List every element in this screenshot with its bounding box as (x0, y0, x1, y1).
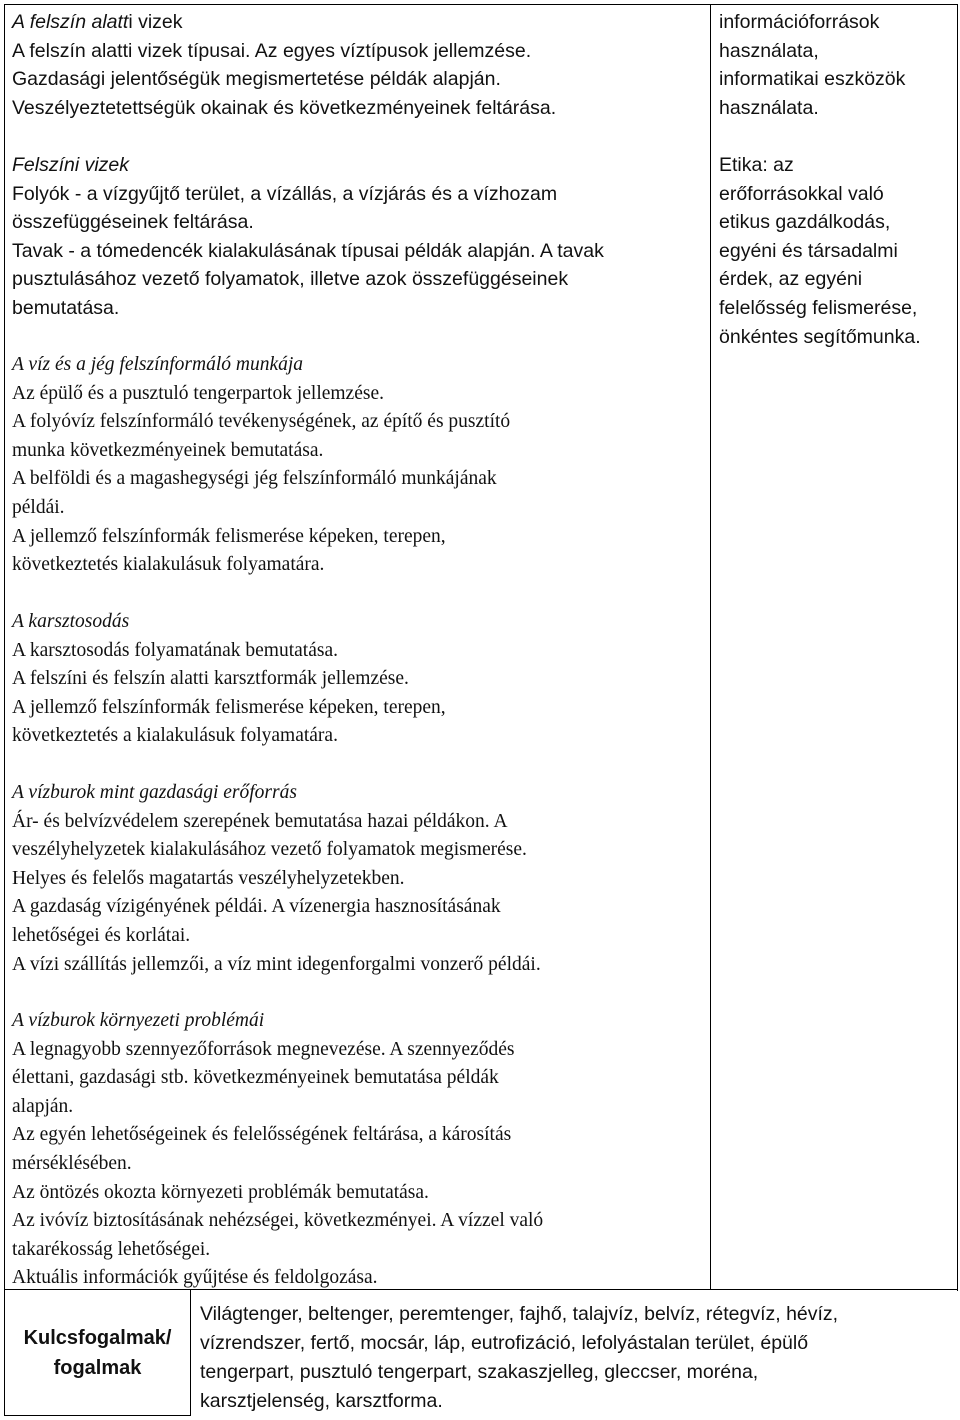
keywords-label-line: Kulcsfogalmak/ (23, 1327, 172, 1349)
section-line: Gazdasági jelentőségük megismertetése példák alapján. (12, 68, 501, 91)
section-line: példái. (12, 496, 65, 518)
section-line: lehetőségei és korlátai. (12, 924, 191, 946)
side-line: egyéni és társadalmi (719, 239, 898, 262)
side-line: etikus gazdálkodás, (719, 211, 891, 234)
section-line: A jellemző felszínformák felismerése képeken, terepen, (12, 525, 446, 547)
section-line: A karsztosodás folyamatának bemutatása. (12, 639, 338, 661)
side-column (711, 4, 958, 1289)
section-line: Ár- és belvízvédelem szerepének bemutatása hazai példákon. A (12, 810, 508, 832)
section-line: A felszín alatti vizek típusai. Az egyes víztípusok jellemzése. (12, 39, 532, 62)
side-line: információforrások (719, 11, 880, 33)
side-line: használata. (719, 96, 819, 119)
section-line: munka következményeinek bemutatása. (12, 439, 324, 461)
section-line: élettani, gazdasági stb. következményeinek bemutatása példák (12, 1067, 499, 1089)
side-line: önkéntes segítőmunka. (719, 325, 921, 348)
side-line: Etika: az (719, 154, 794, 176)
section-title: A víz és a jég felszínformáló munkája (12, 354, 304, 375)
section-water-ice-erosion (12, 351, 510, 580)
section-line: Folyók - a vízgyűjtő terület, a vízállás, a vízjárás és a vízhozam (12, 182, 558, 205)
section-line: következtetés kialakulásuk folyamatára. (12, 554, 325, 576)
section-title: A vízburok környezeti problémái (12, 1010, 265, 1031)
section-underground-water (12, 8, 556, 122)
section-karst (12, 608, 446, 751)
title-normal-part: i vizek (128, 11, 183, 33)
content-column (4, 4, 710, 1289)
side-line: erőforrásokkal való (719, 182, 884, 205)
section-line: Veszélyeztetettségük okainak és következményeinek feltárása. (12, 96, 557, 119)
section-line: A jellemző felszínformák felismerése képeken, terepen, (12, 696, 446, 718)
section-line: alapján. (12, 1095, 74, 1117)
section-title: A vízburok mint gazdasági erőforrás (12, 782, 297, 803)
section-line: A felszíni és felszín alatti karsztformák jellemzése. (12, 668, 409, 690)
section-line: takarékosság lehetőségei. (12, 1238, 211, 1260)
keywords-line: vízrendszer, fertő, mocsár, láp, eutrofizáció, lefolyástalan terület, épülő (200, 1332, 809, 1354)
keywords-line: Világtenger, beltenger, peremtenger, fajhő, talajvíz, belvíz, rétegvíz, hévíz, (200, 1303, 839, 1325)
section-title (12, 8, 556, 37)
title-italic-part: A felszín alatt (12, 11, 129, 33)
section-line: összefüggéseinek feltárása. (12, 211, 254, 234)
section-economic-resource (12, 779, 541, 979)
side-block-information (719, 8, 905, 122)
section-line: A legnagyobb szennyezőforrások megnevezése. A szennyeződés (12, 1038, 515, 1060)
keywords-label (4, 1290, 191, 1416)
section-surface-water (12, 151, 604, 323)
side-line: használata, (719, 39, 819, 62)
section-line: Az ivóvíz biztosításának nehézségei, következményei. A vízzel való (12, 1210, 544, 1232)
section-line: A folyóvíz felszínformáló tevékenységének, az építő és pusztító (12, 411, 511, 433)
section-line: veszélyhelyzetek kialakulásához vezető folyamatok megismerése. (12, 839, 527, 861)
side-line: felelősség felismerése, (719, 296, 918, 319)
side-line: érdek, az egyéni (719, 268, 863, 291)
keywords-list (200, 1300, 955, 1416)
section-line: A belföldi és a magashegységi jég felszínformáló munkájának (12, 468, 497, 490)
section-line: Tavak - a tómedencék kialakulásának típusai példák alapján. A tavak (12, 239, 604, 262)
keywords-line: tengerpart, pusztuló tengerpart, szakaszjelleg, gleccser, moréna, (200, 1361, 759, 1383)
section-line: mérséklésében. (12, 1152, 132, 1174)
section-line: következtetés a kialakulásuk folyamatára. (12, 725, 338, 747)
section-line: Az egyén lehetőségeinek és felelősségének feltárása, a károsítás (12, 1124, 512, 1146)
section-line: Az öntözés okozta környezeti problémák bemutatása. (12, 1181, 429, 1203)
section-title: A karsztosodás (12, 611, 130, 632)
section-line: pusztulásához vezető folyamatok, illetve azok összefüggéseinek (12, 268, 569, 291)
section-title: Felszíni vizek (12, 154, 130, 176)
section-environmental-problems (12, 1007, 543, 1293)
section-line: A vízi szállítás jellemzői, a víz mint idegenforgalmi vonzerő példái. (12, 953, 541, 975)
keywords-label-line: fogalmak (53, 1357, 142, 1379)
side-block-ethics (719, 151, 921, 351)
section-line: bemutatása. (12, 296, 120, 319)
section-line: Helyes és felelős magatartás veszélyhelyzetekben. (12, 867, 405, 889)
section-line: A gazdaság vízigényének példái. A vízenergia hasznosításának (12, 896, 501, 918)
side-line: informatikai eszközök (719, 68, 906, 91)
section-line: Aktuális információk gyűjtése és feldolgozása. (12, 1267, 378, 1289)
keywords-line: karsztjelenség, karsztforma. (200, 1390, 443, 1412)
section-line: Az épülő és a pusztuló tengerpartok jellemzése. (12, 382, 384, 404)
